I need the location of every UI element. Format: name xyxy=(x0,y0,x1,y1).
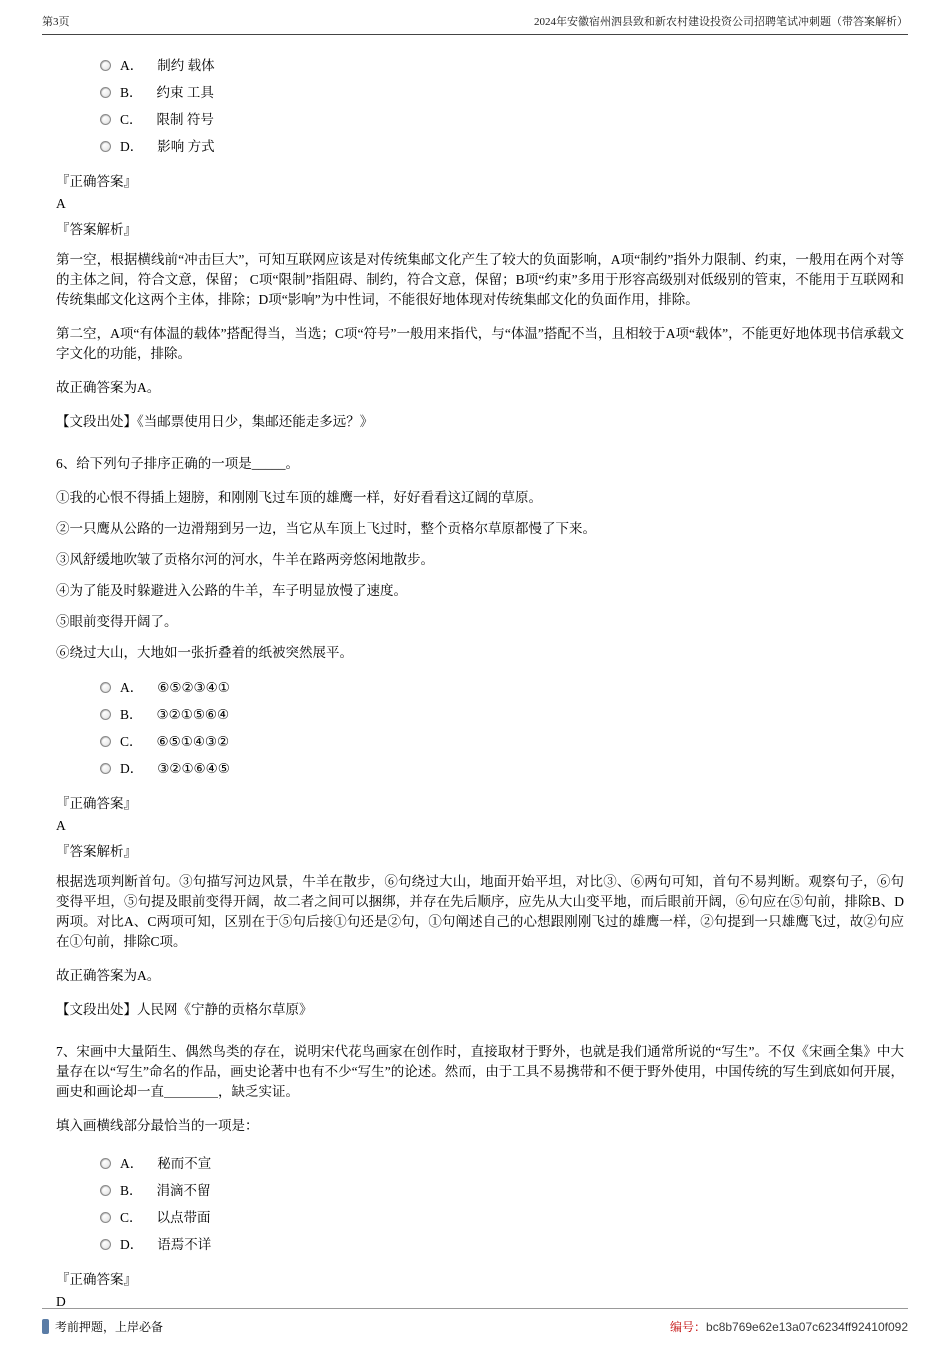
option-letter: A． xyxy=(120,57,144,73)
page-header xyxy=(42,13,908,29)
sentence-item: ②一只鹰从公路的一边滑翔到另一边，当它从车顶上飞过时，整个贡格尔草原都慢了下来。 xyxy=(56,521,596,536)
option-text: 以点带面 xyxy=(156,1209,211,1225)
source-reference: 【文段出处】《当邮票使用日少，集邮还能走多远？》 xyxy=(56,414,374,429)
option-text: 约束 工具 xyxy=(156,84,214,100)
option-letter: D． xyxy=(120,1236,144,1252)
option-text: ⑥⑤①④③② xyxy=(156,733,230,749)
sentence-item: ⑤眼前变得开阔了。 xyxy=(56,614,178,629)
option-row xyxy=(100,1177,904,1204)
conclusion-text: 故正确答案为A。 xyxy=(56,968,161,983)
answer-value: A xyxy=(56,818,66,833)
page-footer xyxy=(42,1318,908,1335)
radio-button[interactable] xyxy=(100,1239,111,1250)
footer-left xyxy=(42,1318,163,1335)
question7-prompt: 填入画横线部分最恰当的一项是： xyxy=(56,1118,259,1133)
document-code: bc8b769e62e13a07c6234ff92410f092 xyxy=(706,1320,908,1334)
option-row xyxy=(100,701,904,728)
question6-options xyxy=(100,674,904,782)
correct-answer-label: 『正确答案』 xyxy=(56,174,137,189)
sentence-item: ④为了能及时躲避进入公路的牛羊，车子明显放慢了速度。 xyxy=(56,583,407,598)
option-text: 秘而不宣 xyxy=(157,1155,212,1171)
radio-button[interactable] xyxy=(100,763,111,774)
footer-slogan: 考前押题，上岸必备 xyxy=(55,1320,164,1334)
option-row xyxy=(100,1150,904,1177)
option-text: 影响 方式 xyxy=(157,138,215,154)
code-label: 编号： xyxy=(670,1320,707,1334)
conclusion-text: 故正确答案为A。 xyxy=(56,380,161,395)
question7-stem: 7、宋画中大量陌生、偶然鸟类的存在，说明宋代花鸟画家在创作时，直接取材于野外，也就是我们通常所说的“写生”。不仅《宋画全集》中大量存在以“写生”命名的作品，画史论著中也有不少“写生”的论述。然而，由于工具不易携带和不便于野外使用，中国传统的写生到底如何开展，画史和画论却一直＿＿＿＿，缺乏实证。 xyxy=(56,1044,904,1099)
option-text: 涓滴不留 xyxy=(156,1182,211,1198)
source-reference: 【文段出处】人民网《宁静的贡格尔草原》 xyxy=(56,1002,313,1017)
answer-value: D xyxy=(56,1294,66,1309)
radio-button[interactable] xyxy=(100,141,111,152)
option-text: ⑥⑤②③④① xyxy=(157,679,230,695)
answer-value: A xyxy=(56,196,66,211)
option-row xyxy=(100,106,904,133)
option-text: 制约 载体 xyxy=(157,57,215,73)
option-row xyxy=(100,728,904,755)
option-row xyxy=(100,674,904,701)
radio-button[interactable] xyxy=(100,1158,111,1169)
option-row xyxy=(100,79,904,106)
radio-button[interactable] xyxy=(100,114,111,125)
option-row xyxy=(100,755,904,782)
radio-button[interactable] xyxy=(100,736,111,747)
question5-options xyxy=(100,52,904,160)
option-row xyxy=(100,52,904,79)
sentence-item: ③风舒缓地吹皱了贡格尔河的河水，牛羊在路两旁悠闲地散步。 xyxy=(56,552,434,567)
option-letter: C． xyxy=(120,1209,143,1225)
sentence-item: ①我的心恨不得插上翅膀，和刚刚飞过车顶的雄鹰一样，好好看看这辽阔的草原。 xyxy=(56,490,542,505)
analysis-paragraph: 第一空，根据横线前“冲击巨大”，可知互联网应该是对传统集邮文化产生了较大的负面影响，A项“制约”指外力限制、约束，一般用在两个对等的主体之间，符合文意，保留； C项“限制”指阻碍、制约，符合文意，保留；B项“约束”多用于形容高级别对低级别的管束，不能用于互联网和传统集邮文化这两个主体，排除；D项“影响”为中性词，不能很好地体现对传统集邮文化的负面作用，排除。 xyxy=(56,252,904,307)
option-letter: D． xyxy=(120,760,144,776)
option-letter: D． xyxy=(120,138,144,154)
option-letter: B． xyxy=(120,1182,143,1198)
radio-button[interactable] xyxy=(100,87,111,98)
option-row xyxy=(100,133,904,160)
option-text: ③②①⑥④⑤ xyxy=(157,760,230,776)
analysis-paragraph: 根据选项判断首句。③句描写河边风景，牛羊在散步，⑥句绕过大山，地面开始平坦，对比③、⑥两句可知，首句不易判断。观察句子，⑥句变得平坦，⑤句提及眼前变得开阔，故二者之间可以捆绑，并存在先后顺序，应先从大山变平地，而后眼前开阔，⑥句应在⑤句前，排除B、D两项。对比A、C两项可知，区别在于⑤句后接①句还是②句，①句阐述自己的心想跟刚刚飞过的雄鹰一样，②句提到一只雄鹰飞过，故②句应在①句前，排除C项。 xyxy=(56,874,904,949)
bookmark-icon xyxy=(42,1319,49,1334)
option-letter: A． xyxy=(120,1155,144,1171)
page-number: 第3页 xyxy=(42,16,70,28)
header-divider xyxy=(42,34,908,35)
footer-right xyxy=(670,1318,908,1335)
option-letter: A． xyxy=(120,679,144,695)
radio-button[interactable] xyxy=(100,1212,111,1223)
footer-divider xyxy=(42,1308,908,1309)
document-title: 2024年安徽宿州泗县致和新农村建设投资公司招聘笔试冲刺题（带答案解析） xyxy=(534,16,908,28)
analysis-paragraph: 第二空，A项“有体温的载体”搭配得当，当选；C项“符号”一般用来指代，与“体温”搭配不当，且相较于A项“载体”，不能更好地体现书信承载文字文化的功能，排除。 xyxy=(56,326,904,361)
question7-options xyxy=(100,1150,904,1258)
option-text: 语焉不详 xyxy=(157,1236,212,1252)
option-letter: B． xyxy=(120,706,143,722)
radio-button[interactable] xyxy=(100,60,111,71)
option-row xyxy=(100,1231,904,1258)
analysis-label: 『答案解析』 xyxy=(56,844,137,859)
radio-button[interactable] xyxy=(100,709,111,720)
option-letter: C． xyxy=(120,111,143,127)
correct-answer-label: 『正确答案』 xyxy=(56,796,137,811)
option-letter: C． xyxy=(120,733,143,749)
option-row xyxy=(100,1204,904,1231)
sentence-item: ⑥绕过大山，大地如一张折叠着的纸被突然展平。 xyxy=(56,645,353,660)
analysis-label: 『答案解析』 xyxy=(56,222,137,237)
option-letter: B． xyxy=(120,84,143,100)
correct-answer-label: 『正确答案』 xyxy=(56,1272,137,1287)
question6-stem: 6、给下列句子排序正确的一项是_____。 xyxy=(56,456,299,471)
document-content xyxy=(56,46,904,1314)
radio-button[interactable] xyxy=(100,1185,111,1196)
option-text: ③②①⑤⑥④ xyxy=(156,706,230,722)
option-text: 限制 符号 xyxy=(156,111,214,127)
radio-button[interactable] xyxy=(100,682,111,693)
